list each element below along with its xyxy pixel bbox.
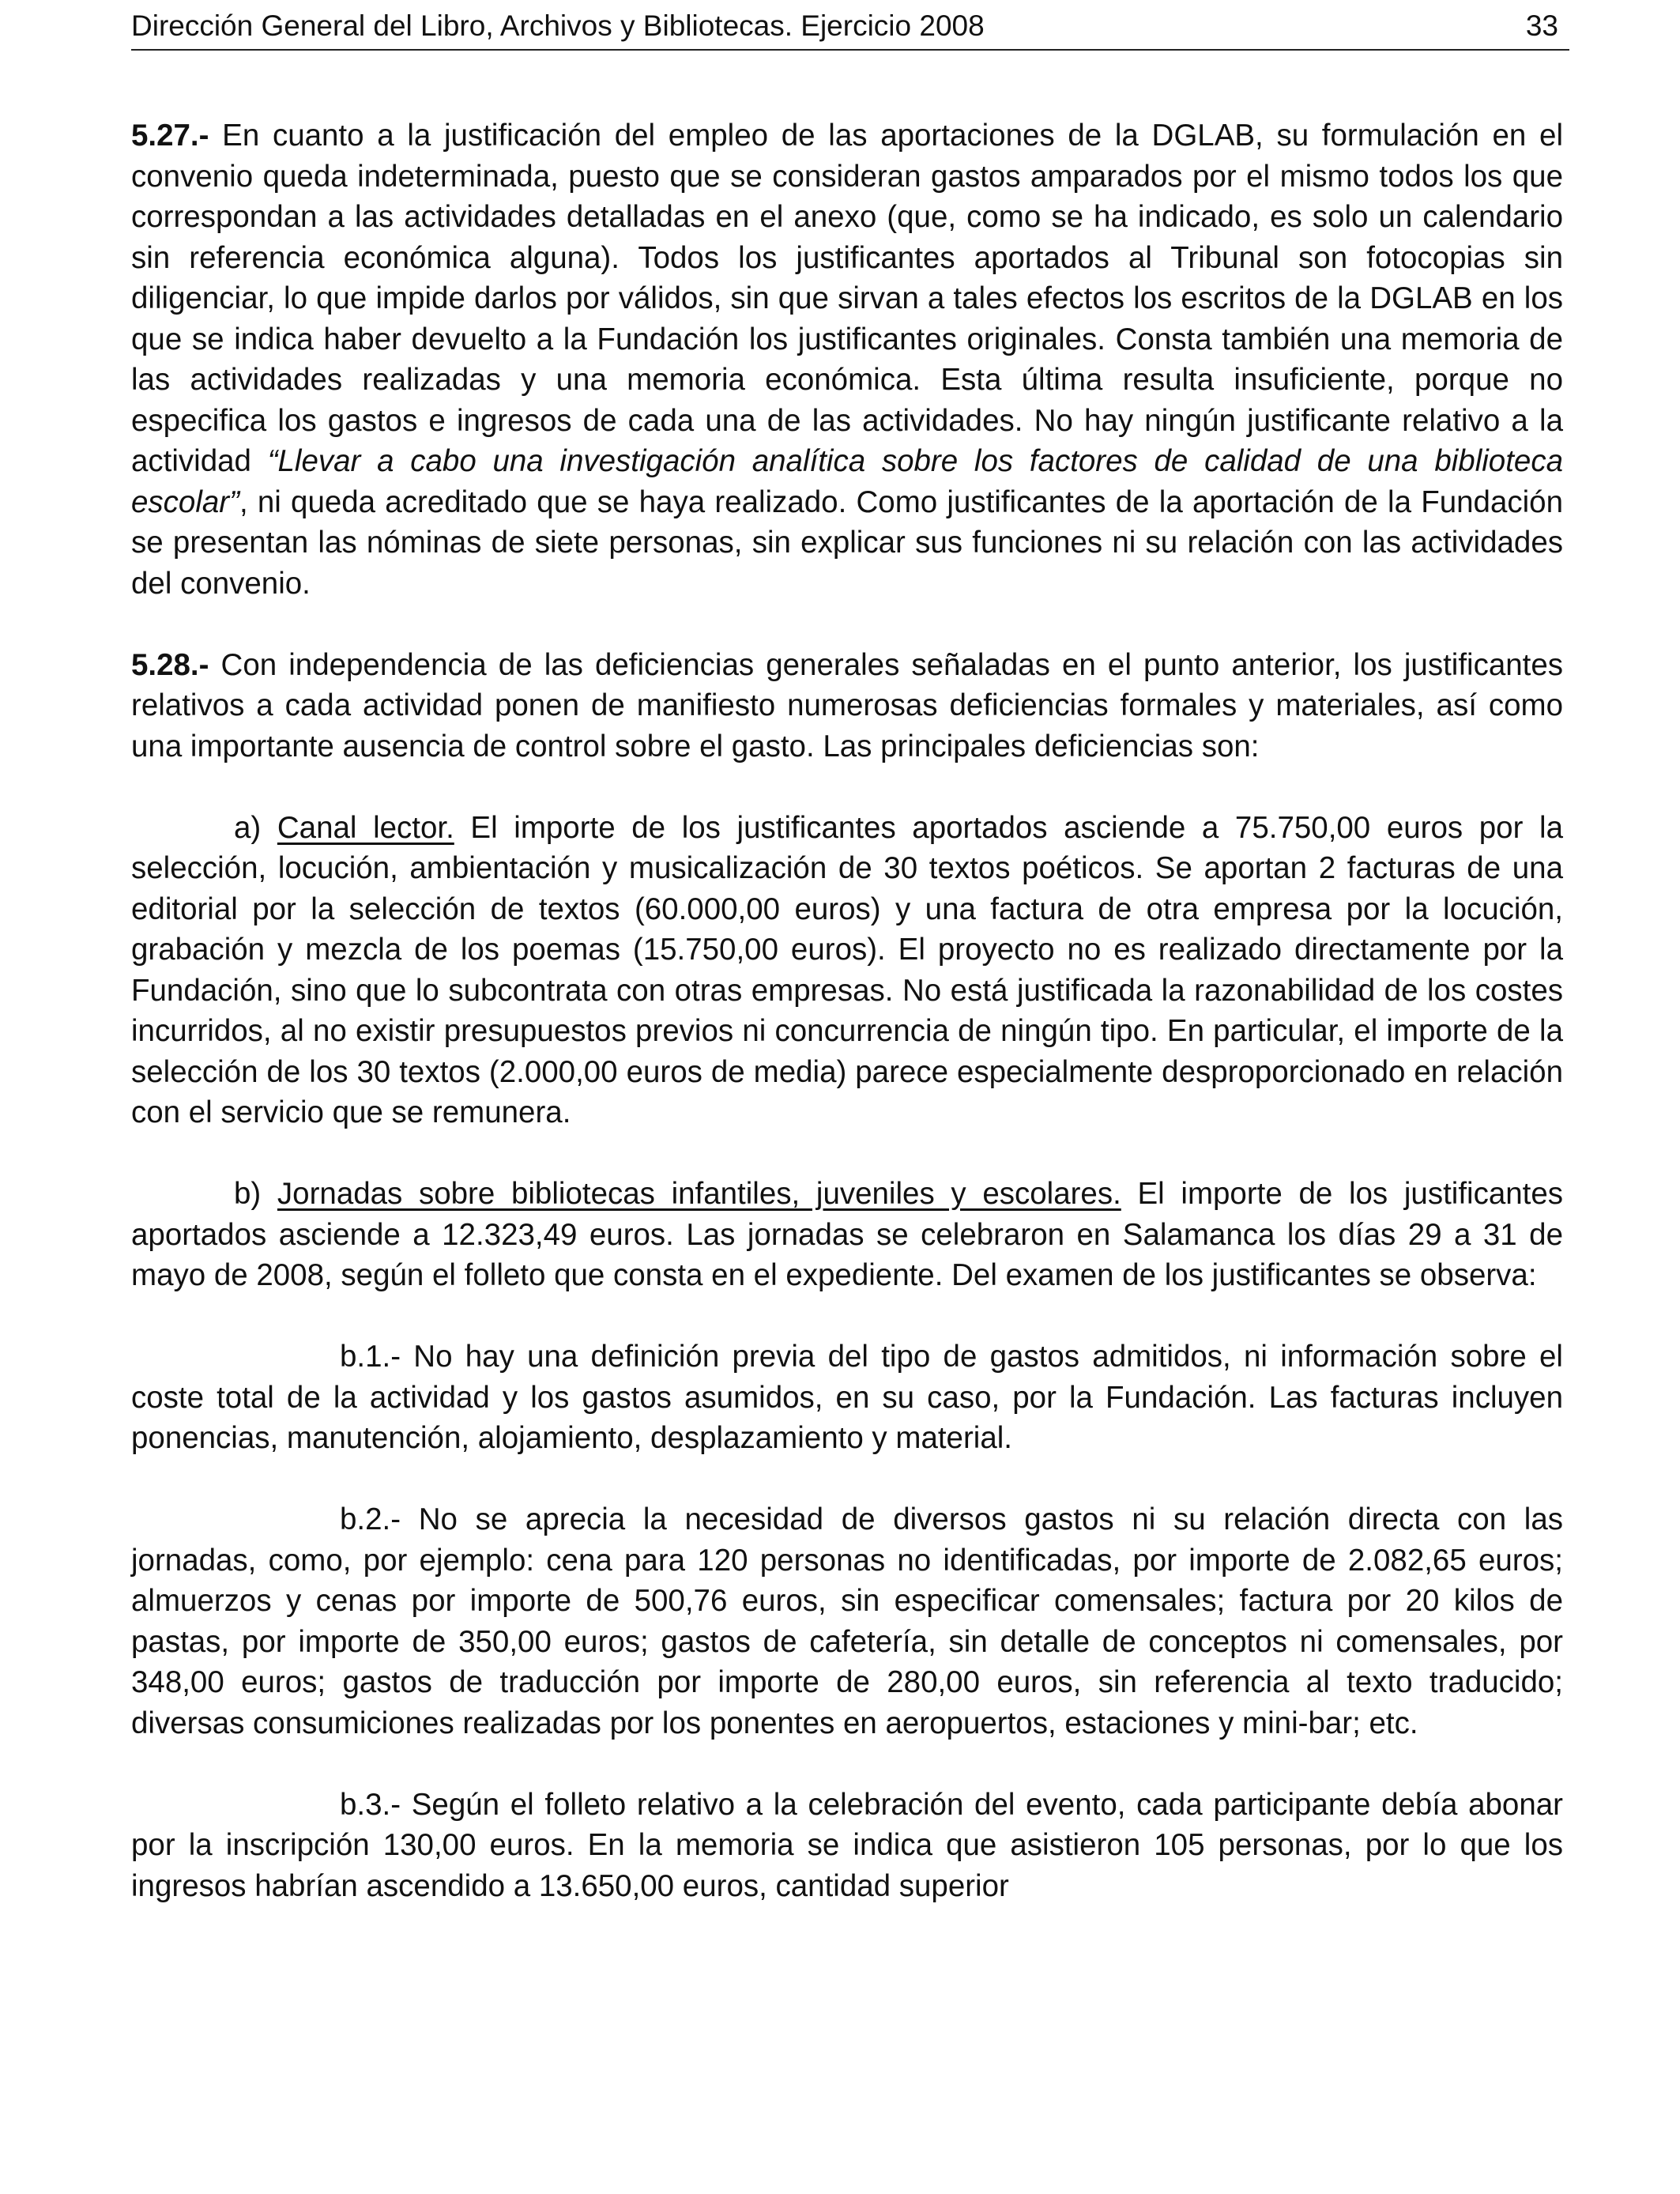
item-b-jornadas bbox=[131, 1174, 1563, 1296]
subitem-text: b.3.- Según el folleto relativo a la celebración del evento, cada participante debía abonar por la inscripción 130,00 euros. En la memoria se indica que asistieron 105 personas, por lo que los ingresos habrían ascendido a 13.650,00 euros, cantidad superior bbox=[131, 1787, 1563, 1903]
paragraph-number: 5.27.- bbox=[131, 119, 209, 153]
page-header bbox=[131, 3, 1569, 51]
paragraph-text-continued: , ni queda acreditado que se haya realizado. Como justificantes de la aportación de la Fundación se presentan las nóminas de siete personas, sin explicar sus funciones ni su relación con las actividades del convenio. bbox=[131, 484, 1563, 601]
item-prefix: b) bbox=[234, 1177, 277, 1211]
subitem-b1 bbox=[131, 1336, 1563, 1459]
paragraph-text: Con independencia de las deficiencias generales señaladas en el punto anterior, los justificantes relativos a cada actividad ponen de manifiesto numerosas deficiencias formales y materiales, así como una importante ausencia de control sobre el gasto. Las principales deficiencias son: bbox=[131, 647, 1563, 763]
subitem-text: b.1.- No hay una definición previa del tipo de gastos admitidos, ni información sobre el coste total de la actividad y los gastos asumidos, en su caso, por la Fundación. Las facturas incluyen ponencias, manutención, alojamiento, desplazamiento y material. bbox=[131, 1340, 1563, 1455]
paragraph-5-27 bbox=[131, 115, 1563, 604]
item-heading: Jornadas sobre bibliotecas infantiles, juveniles y escolares. bbox=[277, 1177, 1121, 1211]
subitem-text: b.2.- No se aprecia la necesidad de diversos gastos ni su relación directa con las jornadas, como, por ejemplo: cena para 120 personas no identificadas, por importe de 2.082,65 euros; almuerzos y cenas por importe de 500,76 euros, sin especificar comensales; factura por 20 kilos de pastas, por importe de 350,00 euros; gastos de cafetería, sin detalle de conceptos ni comensales, por 348,00 euros; gastos de traducción por importe de 280,00 euros, sin referencia al texto traducido; diversas consumiciones realizadas por los ponentes en aeropuertos, estaciones y mini-bar; etc. bbox=[131, 1502, 1563, 1740]
paragraph-text: En cuanto a la justificación del empleo de las aportaciones de la DGLAB, su formulación en el convenio queda indeterminada, puesto que se consideran gastos amparados por el mismo todos los que correspondan a las actividades detalladas en el anexo (que, como se ha indicado, es solo un calendario sin referencia económica alguna). Todos los justificantes aportados al Tribunal son fotocopias sin diligenciar, lo que impide darlos por válidos, sin que sirvan a tales efectos los escritos de la DGLAB en los que se indica haber devuelto a la Fundación los justificantes originales. Consta también una memoria de las actividades realizadas y una memoria económica. Esta última resulta insuficiente, porque no especifica los gastos e ingresos de cada una de las actividades. No hay ningún justificante relativo a la actividad bbox=[131, 119, 1563, 478]
paragraph-5-28 bbox=[131, 645, 1563, 767]
subitem-b2 bbox=[131, 1499, 1563, 1744]
item-text: El importe de los justificantes aportados asciende a 75.750,00 euros por la selección, locución, ambientación y musicalización de 30 textos poéticos. Se aportan 2 facturas de una editorial por la selección de textos (60.000,00 euros) y una factura de otra empresa por la locución, grabación y mezcla de los poemas (15.750,00 euros). El proyecto no es realizado directamente por la Fundación, sino que lo subcontrata con otras empresas. No está justificada la razonabilidad de los costes incurridos, al no existir presupuestos previos ni concurrencia de ningún tipo. En particular, el importe de la selección de los 30 textos (2.000,00 euros de media) parece especialmente desproporcionado en relación con el servicio que se remunera. bbox=[131, 810, 1563, 1129]
document-body bbox=[131, 115, 1563, 1906]
activity-quote: “Llevar a cabo una investigación analítica sobre los factores de calidad de una biblioteca escolar” bbox=[131, 444, 1563, 519]
subitem-b3 bbox=[131, 1785, 1563, 1907]
item-text: El importe de los justificantes aportados asciende a 12.323,49 euros. Las jornadas se celebraron en Salamanca los días 29 a 31 de mayo de 2008, según el folleto que consta en el expediente. Del examen de los justificantes se observa: bbox=[131, 1177, 1563, 1292]
item-heading: Canal lector. bbox=[277, 810, 454, 845]
item-a-canal-lector bbox=[131, 808, 1563, 1133]
paragraph-number: 5.28.- bbox=[131, 647, 209, 682]
header-title: Dirección General del Libro, Archivos y Bibliotecas. Ejercicio 2008 bbox=[131, 9, 985, 42]
item-prefix: a) bbox=[234, 810, 277, 845]
page-number: 33 bbox=[1525, 9, 1558, 42]
